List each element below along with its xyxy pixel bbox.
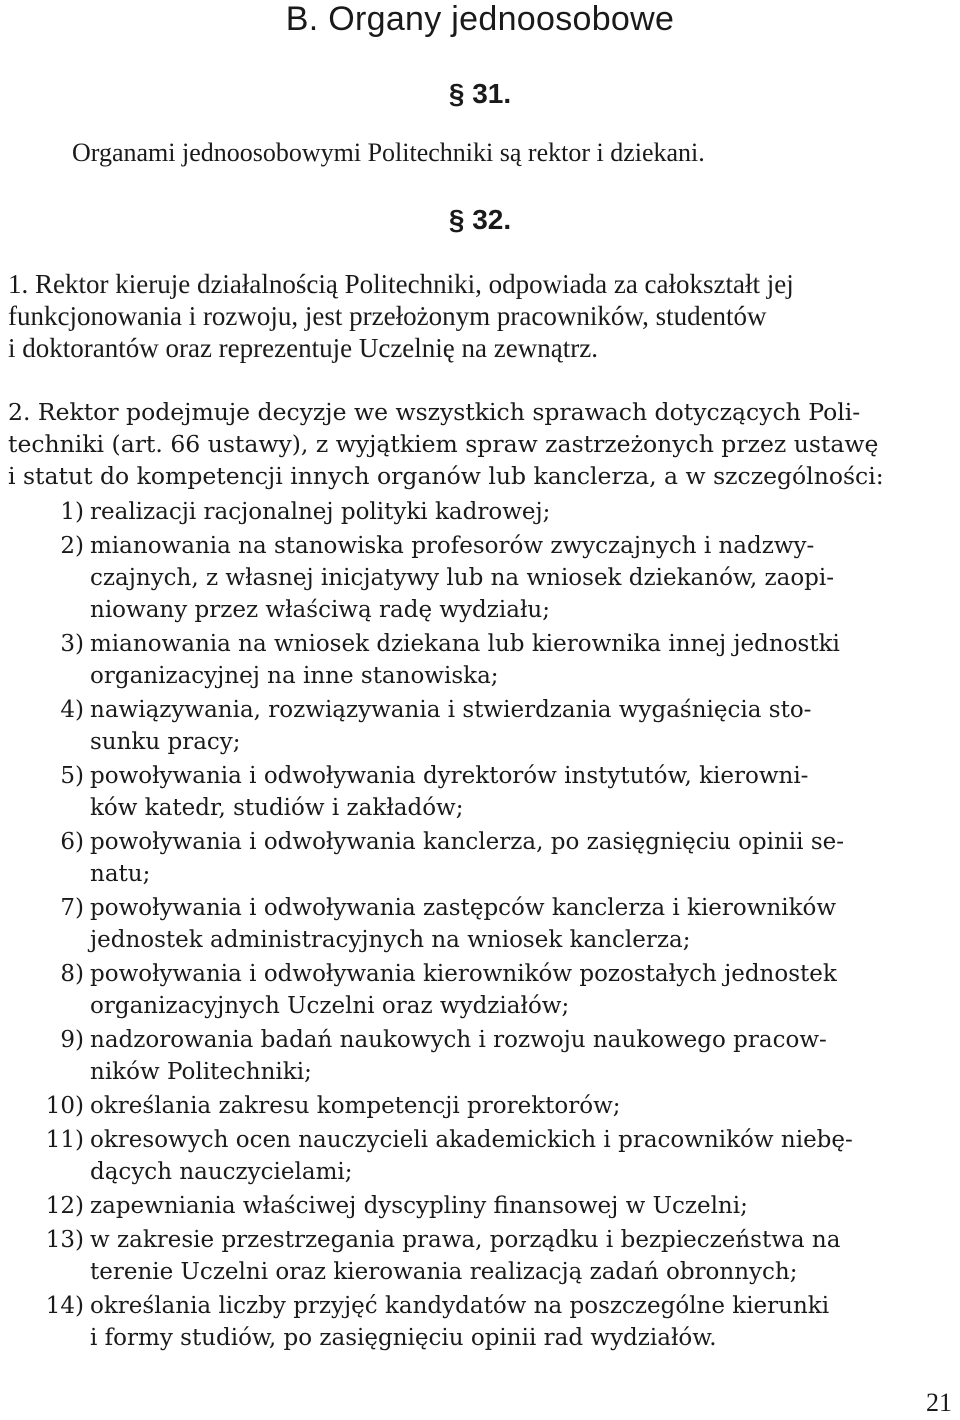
list-item-line: dących nauczycielami; [90,1159,353,1185]
list-item-text [90,1090,957,1122]
list-item-line: w zakresie przestrzegania prawa, porządku i bezpieczeństwa na [90,1227,841,1253]
list-item-line: nadzorowania badań naukowych i rozwoju naukowego pracow- [90,1027,827,1053]
list-item-number: 2) [60,533,84,559]
list-item [22,1024,957,1088]
list-item-text [90,826,957,890]
list-item [22,530,957,626]
list-item-text [90,694,957,758]
list-item-number: 14) [45,1293,84,1319]
list-item [22,1090,957,1122]
list-item-line: powoływania i odwoływania kierowników pozostałych jednostek [90,961,837,987]
list-item-text [90,628,957,692]
list-item-number: 8) [60,961,84,987]
section-heading: B. Organy jednoosobowe [285,0,675,38]
list-item-line: zapewniania właściwej dyscypliny finansowej w Uczelni; [90,1193,748,1219]
paragraph-1-line: funkcjonowania i rozwoju, jest przełożonym pracowników, studentów [8,301,767,331]
competence-list [22,496,957,1356]
list-item-text [90,1024,957,1088]
list-item-line: powoływania i odwoływania dyrektorów instytutów, kierowni- [90,763,809,789]
list-item-line: terenie Uczelni oraz kierowania realizacją zadań obronnych; [90,1259,798,1285]
list-item-line: niowany przez właściwą radę wydziału; [90,597,550,623]
list-item-number: 7) [60,895,84,921]
list-item-number: 6) [60,829,84,855]
paragraph-1-line: 1. Rektor kieruje działalnością Politechniki, odpowiada za całokształt jej [8,269,794,299]
list-item [22,694,957,758]
list-item [22,1224,957,1288]
list-item [22,958,957,1022]
list-item-text [90,496,957,528]
list-item-line: ników Politechniki; [90,1059,312,1085]
section-sign: § [448,78,465,109]
list-item-number: 1) [60,499,84,525]
list-item [22,826,957,890]
list-item-number: 9) [60,1027,84,1053]
list-item-line: określania liczby przyjęć kandydatów na poszczególne kierunki [90,1293,830,1319]
list-item-line: organizacyjnych Uczelni oraz wydziałów; [90,993,570,1019]
paragraph-2-line: techniki (art. 66 ustawy), z wyjątkiem spraw zastrzeżonych przez ustawę [8,430,879,458]
list-item-number: 3) [60,631,84,657]
list-item-text [90,1290,957,1354]
paragraph-1 [8,268,952,364]
list-item-line: powoływania i odwoływania zastępców kanclerza i kierowników [90,895,837,921]
list-item-number: 4) [60,697,84,723]
section-number: 32. [472,204,512,235]
list-item-text [90,1124,957,1188]
paragraph-1-line: i doktorantów oraz reprezentuje Uczelnię na zewnątrz. [8,333,598,363]
list-item-text [90,1190,957,1222]
page-number: 21 [926,1388,952,1417]
list-item-text [90,1224,957,1288]
list-item [22,1190,957,1222]
list-item-number: 10) [45,1093,84,1119]
list-item-number: 11) [45,1127,84,1153]
list-item [22,892,957,956]
list-item-line: realizacji racjonalnej polityki kadrowej; [90,499,551,525]
list-item-line: okresowych ocen nauczycieli akademickich i pracowników niebę- [90,1127,853,1153]
list-item-text [90,530,957,626]
list-item-line: mianowania na stanowiska profesorów zwyczajnych i nadzwy- [90,533,815,559]
list-item-number: 12) [45,1193,84,1219]
list-item-number: 5) [60,763,84,789]
list-item [22,496,957,528]
list-item-text [90,958,957,1022]
list-item-line: nawiązywania, rozwiązywania i stwierdzania wygaśnięcia sto- [90,697,812,723]
section-sign: § [448,204,465,235]
list-item-line: powoływania i odwoływania kanclerza, po zasięgnięciu opinii se- [90,829,845,855]
list-item-number: 13) [45,1227,84,1253]
list-item-text [90,760,957,824]
list-item-line: czajnych, z własnej inicjatywy lub na wniosek dziekanów, zaopi- [90,565,835,591]
list-item [22,760,957,824]
paragraph-2-line: i statut do kompetencji innych organów lub kanclerza, a w szczególności: [8,462,884,490]
list-item-line: i formy studiów, po zasięgnięciu opinii rad wydziałów. [90,1325,717,1351]
list-item [22,1290,957,1354]
list-item [22,628,957,692]
paragraph-2 [8,396,952,492]
list-item [22,1124,957,1188]
list-item-line: jednostek administracyjnych na wniosek kanclerza; [90,927,691,953]
intro-sentence: Organami jednoosobowymi Politechniki są rektor i dziekani. [72,138,705,167]
paragraph-2-line: 2. Rektor podejmuje decyzje we wszystkich sprawach dotyczących Poli- [8,398,861,426]
paragraph-32-sign [0,204,960,236]
paragraph-31-sign [0,78,960,110]
list-item-line: natu; [90,861,151,887]
list-item-text [90,892,957,956]
list-item-line: mianowania na wniosek dziekana lub kierownika innej jednostki [90,631,840,657]
list-item-line: ków katedr, studiów i zakładów; [90,795,464,821]
list-item-line: określania zakresu kompetencji prorektorów; [90,1093,621,1119]
list-item-line: organizacyjnej na inne stanowiska; [90,663,499,689]
list-item-line: sunku pracy; [90,729,241,755]
section-number: 31. [472,78,512,109]
